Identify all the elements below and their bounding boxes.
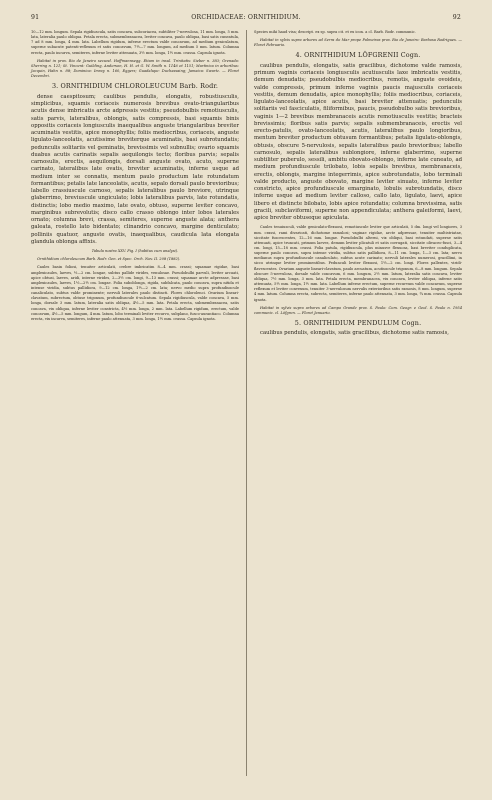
right-page-number: 92 <box>452 14 461 21</box>
page-header <box>0 14 492 26</box>
habitat-paragraph-2: Habitat in sylvis supra arbores ad Campo Grande prov. S. Paulo: Com. Geogr. e Geol. S. Paulo n. 1954 communic. cl. Löfgren. — Floret Januario. <box>254 305 462 315</box>
species-diagnosis: caulibus pendulis, elongatis, satis gracilibus, dichotome valde ramosis, primum vaginis coriaceis longiusculis acutiusculis laxe imbricatis vestitis, demum denudatis; pseudobulbis mediocribus, remotis, anguste ovoideis, valde compressis, primum inferne vaginis paucis majusculis coriaceis vestitis, demum denudatis, apice monophyllis; foliis mediocribus, coriaceis, ligulato-lanceolatis, apice acutis, basi breviter attenuatis; pedunculis solitariis vel fasciculatis, filiformibus, paucis, pseudobulbo satis brevioribus, vaginis 1—2 brevibus membranaceis acutis remotiusculis vestitis; bracteis brevissimis; floribus satis parvis; sepalis submembranaceis, erectis vel erecto-patulis, ovato-lanceolatis, acutis, lateralibus paulo longioribus, mentum breviter productum obtusum formantibus; petalis ligulato-oblongis, obtusis, obscure 5-nervulosis, sepalis lateralibus paulo brevioribus; labello carnosulo, sepalis lateralibus sublongiore, inferne glaberrimo, superne subtiliter puberulo, sessili, ambitu obovato-oblongo, inferne late cuneato, ad medium profundiuscule trilobato, lobis sepalis brevibus, membranaceis, erectis, oblongis, margine integerrimis, apice subrotundatis, lobo terminali valde producto, anguste obovato, margine leviter sinuato, inferne leviter constricto, apice profundiuscule emarginato, lobulis subrotundatis, disco inferne usque ad medium leviter calloso, callo lato, ligulato, laevi, apice libero et distincte bilobato, lobis apice rotundatis; columna brevissima, satis gracili, subclaviformi, superne non appendiculata; anthera galeiformi, laevi, apice breviter obtuseque apiculata. <box>254 62 462 222</box>
running-title: ORCHIDACEAE: ORNITHIDIUM. <box>191 14 301 21</box>
habitat-paragraph: Habitat in prov. Rio de Janeiro secund. Hoffmannsegg. Etiam in insul. Trinitatis: Sieber n. 383; Grenada: Sherring n. 121; St. Vincent: Guilding, Anderson, H. H. et G. W. Smith n. 1146 et 1151; Martinica in arboribus: Jacquin, Hahn n. 88; Dominica: Imray n. 160, Eggers; Guadalupe: Duchassaing; Jamaica: Swartz. — Floret Decembri. <box>31 58 239 79</box>
left-column <box>31 30 239 325</box>
species-heading: 4. ORNITHIDIUM LÖFGRENII Cogn. <box>295 51 421 60</box>
column-divider <box>246 30 247 776</box>
species-heading: 3. ORNITHIDIUM CHLOROLEUCUM Barb. Rodr. <box>51 82 219 91</box>
intro-note: Species mihi haud visa; descript. ex sp. supra cit. et ex icon. a cl. Barb. Rodr. communic. <box>254 30 416 34</box>
species-heading-2: 5. ORNITHIDIUM PENDULUM Cogn. <box>294 319 422 328</box>
habitat-paragraph: Habitat in sylvis supra arbores ad Serra do Mar prope Palmeiras prov. Rio de Janeiro: Barbosa Rodrigues. — Floret Februario. <box>254 38 462 48</box>
species-diagnosis: dense caespitosum; caulibus pendulis, elongatis, robustiusculis, simplicibus, squamis coriaceis numerosis brevibus ovato-triangularibus acutis dense imbricatis arcte adpressis vestitis; pseudobulbis remotiusculis, satis parvis, lateralibus, oblongis, satis compressis, basi squamis binis oppositis coriaceis longiusculis inaequalibus anguste triangularibus breviter acuminatis vestitis, apice monophyllis; foliis mediocribus, coriaceis, anguste ligulato-lanceolatis, acutissime breviterque acuminatis, basi subrotundatis; pedunculis solitariis vel geminatis, brevissimis vel subnullis; ovario squamis duabus acutis carinatis sepalis aequilongis tecto; floribus parvis; sepalis carnosulis, erectis, aequilongis, dorsali anguste ovato, acuto, superne carinato, lateralibus late ovatis, breviter acuminatis, inferne usque ad medium inter se connatis, mentum paulo productum late rotundatum formantibus; petalis late lanceolatis, acutis, sepalo dorsali paulo brevioribus; labello crassiuscule carnoso, sepalis lateralibus paulo breviore, utrinque glaberrimo, breviuscule ungiculato; lobis lateralibus parvis, late rotundatis, distinctis; lobo medio maximo, late ovato, obtuso, superne leviter concavo, marginibus subrevolutis; disco callo crasso oblongo inter lobos laterales ornato; columna brevi, crassa, semiteres, superne anguste alata; anthera galeata, rostello lato bidentato; clinandrio concavo, margine denticulato; polliniis quatuor, anguste ovatis, inaequalibus, caudicula lata elongata glandula oblonga affixis. <box>31 93 239 245</box>
species-diagnosis-2: caulibus pendulis, elongatis, satis gracilibus, dichotome satis ramosis, <box>260 330 449 337</box>
species-description: Caules basin foliosi, tenuiter articulati, crebre imbricatim 8—4 mm. crassi; squamae rigidae, basi amplexicaules, laeves, ½—2 cm. longae, subtus pallide virides, venulosae. Pseudobulbi parvuli, leviter arcuati, apice obtusi, laeves, aridi, interne virides, 2—3½ cm. longi, 9—13 mm. crassi; squamae arcte adpressae, basi amplexicaules, laeves, 1½—2½ cm. longae. Folia suboblonga, rigida, subfalcata, paulo concava, supra nitida et intense viridia, subtus pallidiora, 9—12 cm. longa, 1½—2 cm. lata; nervo medio supra profundiuscule canaliculato, subtus valde prominente; nervuli laterales paulo distincti. Flores chlorolenci. Ovarium lineari-clavatum, subrectum, obtuse trigonum, profundiuscule 6-sulcatum. Sepala rigidiuscula, valde concava, 5 mm. longa, dorsale 3 mm. latum, lateralia satis obliqua, 4½—5 mm. lata. Petala erecta, submembranacea, satis concava, vix obliqua, inferne leviter constricta, 4½ mm. longa, 2 mm. lata. Labellum rigidum, erectum, valde concavum, 4½—5 mm. longum, 4 mm. latum, lobo terminali leviter recurvo, subplano, fusco-aurantiaco. Columna erecta, vix incurva, semiteres, inferne paulo attenuata, 3 mm. longa, 1½ mm. crassa. Capsula ignota. <box>31 265 239 321</box>
plate-reference: Tabula nostra XXV. Fig. I (habitus cum analysi). <box>91 249 179 254</box>
species-description: Caules tenuiusculi, valde geniculato-flexuosi, remotiuscule leviter que articulati, 5 dm. longi vel longiores, 3 mm. crassi, rami divaricati, dichotome ramulosi; vaginae rigidae, arcte adpressae, tenuiter multistriatae, siccitate fuscescentes, 12—16 mm. longae. Pseudobulbi alterni, vix obliqui, basi rotundati, superne satis attenuati, apice truncati, primum laeves, demum leviter plicatuli et satis corrugati, siccitate olivaceo-fusci, 3—4 cm. longi, 15—18 mm. crassi. Folia patula, rigidiuscula, plus minusve flexuosa, basi breviter conduplicata, superne paulo concava, supra intense viridia, subtus satis pallidiora, 8—11 cm. longa, 1—3 cm. lata; nervo medianus supra profundiuscule canaliculato, subtus acute carinato; nervuli laterales numerosi, gracillimi, in sicco utrinque leviter prominentibus. Pedunculi leviter flexuosi, 1½—2 cm. longi. Flores pallentes, viridi-flavescentes. Ovarium anguste lineari-clavatum, paulo arcuatum, acutiuscule trigonum, 6—8 mm. longum. Sepala obscure 5-nervulosa, dorsale valde concavum, 6 mm. longum, 2½ mm. latum, lateralia satis concava, leviter obliqua, 7½ mm. longa, 3 mm. lata. Petala erecta, membranacea, vix concava, leviter obliqua, inferne satis attenuata, 5½ mm. longa, 1½ mm. lata. Labellum inferne erectum, superne recurvum valde concavum, superne reflexum et leviter convexum, tenuiter 3-nervulosum nervulis exterioribus satis ramosis, 8 mm. longum, superne 4 mm. latum. Columna erecta, subrecta, semiteres, inferne paulo attenuata, 3 mm. longa, ¾ mm. crassa. Capsula ignota. <box>254 225 462 302</box>
left-page-number: 91 <box>31 14 40 21</box>
right-column <box>254 30 462 341</box>
intro-description: 10—12 mm. longum. Sepala rigidiuscula, satis concava, subcoriacea, subtiliter 7-nervulosa, 11 mm. longa, 5 mm. lata, lateralia paulo obliqua. Petala erecta, submembranacea, leviter concava, paulo obliqua, basi satis cuneatula, 7 ad 8 mm. longa, 4 mm. lata. Labellum rigidum, inferne erectum valde concavum, ad medium geniculatum, superne subacute patenti-reflexum et satis concavum, 7½—7 mm. longum, ad medium 5 mm. latum. Columna erecta, paulo incurva, semiteres, inferne leviter attenuata, 3½ mm. longa, 1½ mm. crassa. Capsula ignota. <box>31 30 239 55</box>
synonym-citation: Ornithidium chloroleucum Barb. Rodr. Gen. et Spec. Orch. Nov. II. 208 (1882). <box>37 257 181 262</box>
